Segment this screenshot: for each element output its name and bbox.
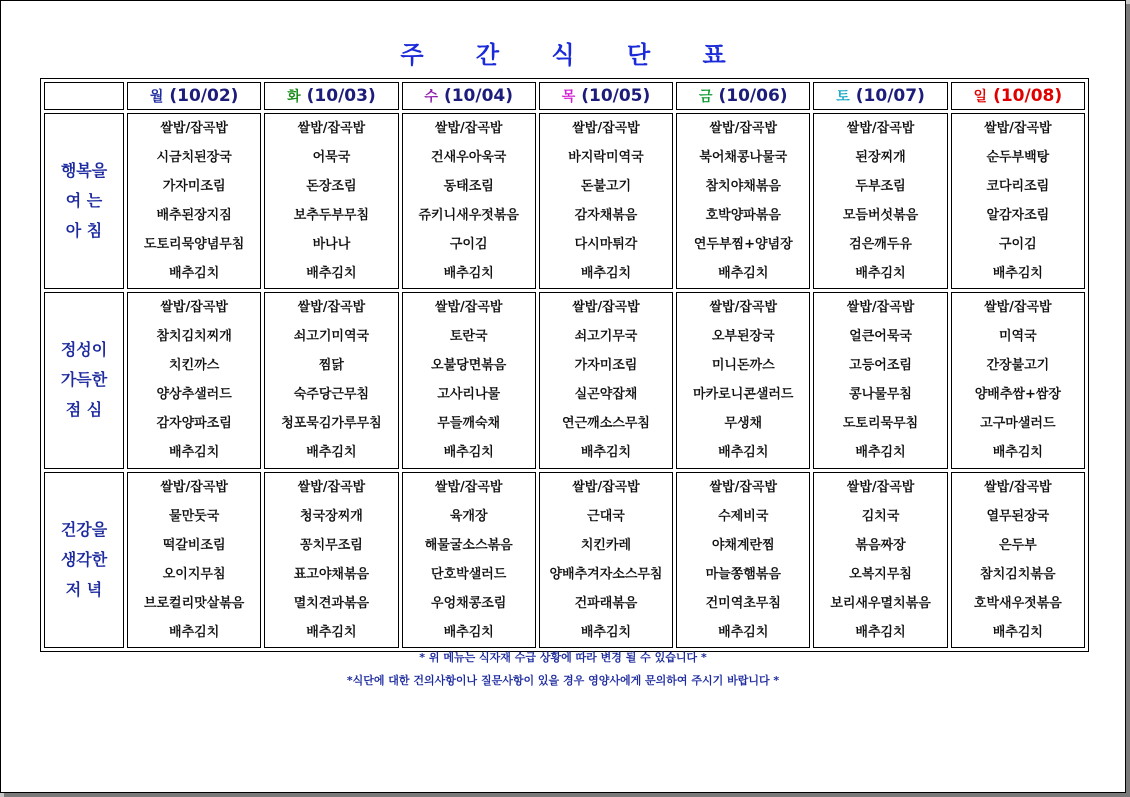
menu-item: 배추김치 bbox=[306, 624, 357, 640]
menu-item: 두부조림 bbox=[855, 179, 906, 195]
menu-item: 건새우아욱국 bbox=[431, 150, 507, 166]
menu-item: 쌀밥/잡곡밥 bbox=[572, 300, 640, 316]
menu-item: 표고야채볶음 bbox=[293, 566, 370, 582]
menu-item: 양배추겨자소스무침 bbox=[549, 566, 663, 582]
day-date: (10/05) bbox=[581, 86, 651, 106]
menu-item: 참치야채볶음 bbox=[705, 179, 781, 195]
menu-item: 오복지무침 bbox=[849, 566, 912, 582]
menu-item: 콩나물무침 bbox=[849, 387, 912, 403]
menu-item: 배추김치 bbox=[718, 266, 769, 282]
menu-item: 물만둣국 bbox=[169, 508, 220, 524]
day-icon: 일 bbox=[973, 89, 988, 105]
menu-item: 쌀밥/잡곡밥 bbox=[434, 300, 503, 316]
menu-item: 청국장찌개 bbox=[300, 508, 363, 524]
menu-item: 마카로니콘샐러드 bbox=[693, 387, 794, 403]
menu-item: 은두부 bbox=[999, 537, 1037, 553]
menu-item: 배추김치 bbox=[443, 445, 494, 461]
menu-item: 쌀밥/잡곡밥 bbox=[160, 300, 228, 316]
menu-item: 호박양파볶음 bbox=[705, 208, 781, 224]
menu-item: 브로컬리맛살볶음 bbox=[143, 595, 245, 611]
menu-item: 배추김치 bbox=[443, 624, 494, 640]
menu-item: 쌀밥/잡곡밥 bbox=[709, 479, 778, 495]
menu-item: 배추된장지짐 bbox=[156, 208, 232, 224]
menu-cell bbox=[951, 113, 1085, 289]
note-contact-dietitian: *식단에 대한 건의사항이나 질문사항이 있을 경우 영양사에게 문의하여 주시기 바랍니다 * bbox=[346, 674, 780, 687]
menu-item: 꽁치무조림 bbox=[300, 537, 363, 553]
menu-cell bbox=[264, 472, 398, 648]
menu-item: 배추김치 bbox=[169, 445, 220, 461]
day-header-sat bbox=[813, 82, 947, 110]
menu-item: 오부된장국 bbox=[711, 329, 775, 345]
day-header-thu bbox=[539, 82, 673, 110]
menu-item: 쌀밥/잡곡밥 bbox=[572, 121, 640, 137]
menu-item: 치킨까스 bbox=[169, 358, 220, 374]
day-date: (10/07) bbox=[855, 86, 925, 106]
meal-label-breakfast bbox=[44, 113, 124, 289]
menu-item: 숙주당근무침 bbox=[293, 387, 370, 403]
menu-item: 배추김치 bbox=[443, 266, 494, 282]
menu-item: 양상추샐러드 bbox=[156, 387, 232, 403]
meal-label-line: 아 침 bbox=[65, 221, 103, 241]
menu-item: 배추김치 bbox=[992, 445, 1043, 461]
day-header-mon bbox=[127, 82, 261, 110]
menu-item: 야채계란찜 bbox=[711, 537, 775, 553]
menu-item: 배추김치 bbox=[855, 445, 906, 461]
menu-item: 육개장 bbox=[449, 508, 488, 524]
menu-item: 쌀밥/잡곡밥 bbox=[846, 300, 915, 316]
menu-item: 고사리나물 bbox=[437, 387, 501, 403]
meal-label-dinner bbox=[44, 472, 124, 648]
menu-item: 돈장조림 bbox=[306, 179, 357, 195]
menu-item: 참치김치볶음 bbox=[980, 566, 1056, 582]
menu-item: 수제비국 bbox=[718, 508, 769, 524]
menu-item: 해물굴소스볶음 bbox=[424, 537, 513, 553]
menu-item: 쌀밥/잡곡밥 bbox=[160, 121, 228, 137]
menu-item: 보추두부무침 bbox=[293, 208, 370, 224]
menu-item: 실곤약잡채 bbox=[574, 387, 638, 403]
day-icon: 화 bbox=[287, 89, 301, 105]
menu-cell bbox=[539, 113, 673, 289]
menu-cell bbox=[127, 113, 261, 289]
menu-item: 건파래볶음 bbox=[574, 595, 638, 611]
meal-label-line: 점 심 bbox=[65, 400, 103, 420]
menu-item: 미역국 bbox=[999, 329, 1037, 345]
menu-item: 배추김치 bbox=[855, 624, 906, 640]
menu-item: 쌀밥/잡곡밥 bbox=[846, 121, 915, 137]
menu-item: 쇠고기미역국 bbox=[293, 329, 370, 345]
menu-cell bbox=[539, 292, 673, 468]
menu-item: 배추김치 bbox=[992, 624, 1043, 640]
day-icon: 금 bbox=[698, 89, 713, 105]
menu-item: 구이김 bbox=[449, 237, 488, 253]
menu-item: 치킨카레 bbox=[580, 537, 632, 553]
menu-item: 고구마샐러드 bbox=[980, 416, 1056, 432]
menu-item: 시금치된장국 bbox=[156, 150, 232, 166]
menu-cell bbox=[813, 113, 947, 289]
day-header-sun bbox=[951, 82, 1085, 110]
menu-item: 쇠고기무국 bbox=[574, 329, 638, 345]
menu-item: 찜닭 bbox=[318, 358, 344, 374]
menu-item: 배추김치 bbox=[718, 445, 769, 461]
menu-item: 배추김치 bbox=[306, 445, 357, 461]
menu-item: 오이지무침 bbox=[162, 566, 226, 582]
menu-cell bbox=[264, 113, 398, 289]
menu-item: 바나나 bbox=[312, 237, 351, 253]
menu-item: 쌀밥/잡곡밥 bbox=[434, 121, 503, 137]
meal-label-line: 건강을 bbox=[60, 519, 108, 539]
day-date: (10/06) bbox=[718, 86, 788, 106]
menu-item: 배추김치 bbox=[992, 266, 1043, 282]
menu-item: 김치국 bbox=[861, 508, 900, 524]
menu-item: 도토리묵양념무침 bbox=[143, 237, 245, 253]
menu-item: 청포묵김가루무침 bbox=[281, 416, 382, 432]
menu-item: 바지락미역국 bbox=[568, 150, 644, 166]
meal-label-line: 정성이 bbox=[60, 340, 108, 360]
meal-row-lunch bbox=[44, 292, 1085, 468]
menu-item: 쌀밥/잡곡밥 bbox=[160, 479, 228, 495]
menu-cell bbox=[127, 472, 261, 648]
day-icon: 토 bbox=[836, 89, 850, 105]
menu-item: 토란국 bbox=[449, 329, 488, 345]
menu-item: 쌀밥/잡곡밥 bbox=[984, 479, 1052, 495]
menu-item: 쌀밥/잡곡밥 bbox=[434, 479, 503, 495]
menu-item: 볶음짜장 bbox=[855, 537, 906, 553]
day-header-wed bbox=[402, 82, 536, 110]
menu-cell bbox=[402, 113, 536, 289]
weekly-menu-table bbox=[40, 78, 1089, 652]
menu-item: 쌀밥/잡곡밥 bbox=[846, 479, 915, 495]
day-icon: 월 bbox=[149, 89, 164, 105]
meal-label-line: 가득한 bbox=[60, 370, 108, 390]
menu-item: 연두부찜+양념장 bbox=[693, 237, 793, 253]
day-header-tue bbox=[264, 82, 398, 110]
menu-cell bbox=[402, 292, 536, 468]
menu-item: 배추김치 bbox=[580, 624, 632, 640]
menu-item: 배추김치 bbox=[580, 266, 632, 282]
menu-item: 멸치견과볶음 bbox=[293, 595, 370, 611]
menu-item: 가자미조림 bbox=[574, 358, 638, 374]
menu-item: 고등어조림 bbox=[849, 358, 912, 374]
menu-cell bbox=[813, 292, 947, 468]
menu-item: 쌀밥/잡곡밥 bbox=[984, 300, 1052, 316]
menu-item: 미니돈까스 bbox=[711, 358, 775, 374]
menu-item: 어묵국 bbox=[312, 150, 351, 166]
menu-cell bbox=[127, 292, 261, 468]
meal-row-breakfast bbox=[44, 113, 1085, 289]
day-icon: 목 bbox=[561, 89, 576, 105]
menu-item: 배추김치 bbox=[169, 624, 220, 640]
menu-item: 연근깨소스무침 bbox=[562, 416, 650, 432]
menu-item: 우엉채콩조림 bbox=[431, 595, 507, 611]
menu-cell bbox=[264, 292, 398, 468]
menu-item: 배추김치 bbox=[855, 266, 906, 282]
menu-item: 북어채콩나물국 bbox=[699, 150, 788, 166]
menu-item: 간장불고기 bbox=[986, 358, 1050, 374]
menu-item: 마늘쫑햄볶음 bbox=[705, 566, 781, 582]
page-title: 주 간 식 단 표 bbox=[400, 41, 748, 69]
menu-item: 쌀밥/잡곡밥 bbox=[709, 121, 778, 137]
menu-item: 배추김치 bbox=[169, 266, 220, 282]
menu-cell bbox=[676, 292, 810, 468]
menu-item: 단호박샐러드 bbox=[431, 566, 507, 582]
menu-cell bbox=[813, 472, 947, 648]
menu-item: 감자양파조림 bbox=[156, 416, 232, 432]
menu-item: 배추김치 bbox=[306, 266, 357, 282]
menu-item: 쥬키니새우젓볶음 bbox=[418, 208, 519, 224]
menu-item: 열무된장국 bbox=[986, 508, 1050, 524]
meal-row-dinner bbox=[44, 472, 1085, 648]
meal-label-line: 생각한 bbox=[60, 549, 108, 569]
menu-cell bbox=[676, 472, 810, 648]
menu-item: 쌀밥/잡곡밥 bbox=[572, 479, 640, 495]
menu-item: 쌀밥/잡곡밥 bbox=[297, 479, 366, 495]
day-header-row bbox=[44, 82, 1085, 110]
menu-item: 구이김 bbox=[999, 237, 1037, 253]
meal-label-line: 행복을 bbox=[60, 161, 108, 181]
menu-item: 돈불고기 bbox=[580, 179, 632, 195]
menu-item: 된장찌개 bbox=[855, 150, 906, 166]
menu-cell bbox=[951, 292, 1085, 468]
meal-label-lunch bbox=[44, 292, 124, 468]
menu-item: 순두부백탕 bbox=[986, 150, 1050, 166]
menu-item: 검은깨두유 bbox=[849, 237, 912, 253]
day-date: (10/02) bbox=[169, 86, 239, 106]
menu-cell bbox=[539, 472, 673, 648]
menu-item: 양배추쌈+쌈장 bbox=[974, 387, 1061, 403]
menu-item: 배추김치 bbox=[718, 624, 769, 640]
menu-item: 근대국 bbox=[587, 508, 625, 524]
meal-label-line: 저 녁 bbox=[65, 579, 103, 599]
day-icon: 수 bbox=[424, 89, 438, 105]
menu-item: 알감자조림 bbox=[986, 208, 1050, 224]
menu-item: 쌀밥/잡곡밥 bbox=[984, 121, 1052, 137]
menu-item: 가자미조림 bbox=[162, 179, 226, 195]
day-header-fri bbox=[676, 82, 810, 110]
menu-item: 호박새우젓볶음 bbox=[973, 595, 1062, 611]
menu-item: 배추김치 bbox=[580, 445, 632, 461]
menu-item: 동태조림 bbox=[443, 179, 494, 195]
menu-item: 무들깨숙채 bbox=[437, 416, 501, 432]
menu-item: 모듬버섯볶음 bbox=[842, 208, 919, 224]
menu-item: 쌀밥/잡곡밥 bbox=[709, 300, 778, 316]
menu-cell bbox=[402, 472, 536, 648]
menu-item: 다시마튀각 bbox=[574, 237, 638, 253]
note-menu-change: * 위 메뉴는 식자재 수급 상황에 따라 변경 될 수 있습니다 * bbox=[419, 651, 707, 664]
menu-cell bbox=[676, 113, 810, 289]
menu-item: 도토리묵무침 bbox=[842, 416, 919, 432]
menu-cell bbox=[951, 472, 1085, 648]
day-date: (10/03) bbox=[306, 86, 376, 106]
menu-item: 쌀밥/잡곡밥 bbox=[297, 121, 366, 137]
day-date: (10/08) bbox=[993, 86, 1063, 106]
menu-item: 참치김치찌개 bbox=[156, 329, 232, 345]
menu-item: 보리새우멸치볶음 bbox=[830, 595, 931, 611]
menu-item: 얼큰어묵국 bbox=[849, 329, 912, 345]
menu-item: 떡갈비조림 bbox=[162, 537, 226, 553]
menu-item: 건미역초무침 bbox=[705, 595, 781, 611]
menu-item: 감자채볶음 bbox=[574, 208, 638, 224]
menu-item: 오불당면볶음 bbox=[431, 358, 507, 374]
corner-cell bbox=[44, 82, 124, 110]
day-date: (10/04) bbox=[443, 86, 513, 106]
menu-item: 무생채 bbox=[724, 416, 763, 432]
menu-item: 코다리조림 bbox=[986, 179, 1050, 195]
meal-label-line: 여 는 bbox=[65, 191, 103, 211]
menu-item: 쌀밥/잡곡밥 bbox=[297, 300, 366, 316]
